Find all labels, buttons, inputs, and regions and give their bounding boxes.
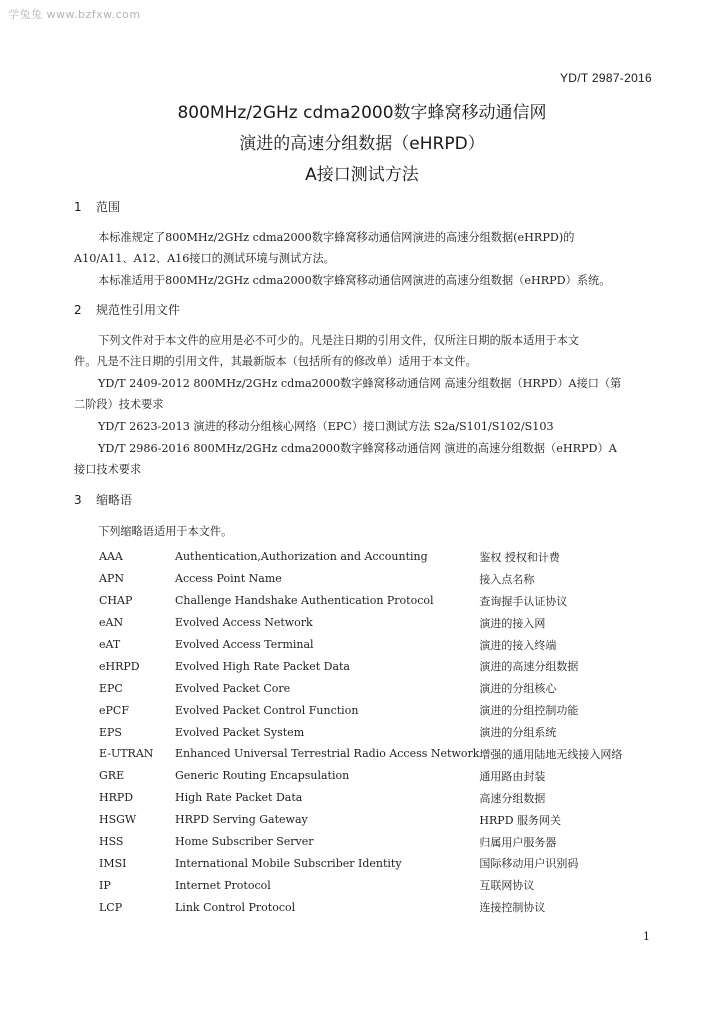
abbr-cell: eAN	[99, 616, 124, 630]
english-term-cell: Enhanced Universal Terrestrial Radio Access Network	[175, 747, 480, 761]
abbr-cell: EPC	[99, 681, 123, 695]
chinese-term-cell: 增强的通用陆地无线接入网络	[479, 747, 623, 761]
table-row	[99, 743, 659, 765]
chinese-term-cell: 演进的分组系统	[479, 726, 557, 740]
paragraph-line: 件。凡是不注日期的引用文件，其最新版本（包括所有的修改单）适用于本文件。	[74, 355, 477, 368]
english-term-cell: Evolved Packet Control Function	[175, 703, 359, 717]
table-row	[99, 634, 659, 656]
table-row	[99, 765, 659, 787]
table-row	[99, 831, 659, 853]
chinese-term-cell: 鉴权 授权和计费	[479, 550, 560, 564]
section-3-heading	[74, 492, 132, 508]
abbr-cell: E-UTRAN	[99, 747, 154, 761]
section-title: 规范性引用文件	[96, 303, 181, 317]
normative-reference-2	[74, 419, 650, 435]
table-row	[99, 568, 659, 590]
table-row	[99, 546, 659, 568]
chinese-term-cell: HRPD 服务网关	[479, 813, 562, 827]
abbr-cell: APN	[99, 572, 124, 586]
abbr-cell: CHAP	[99, 594, 133, 608]
abbr-cell: HSS	[99, 835, 124, 849]
watermark-text: 学兔兔 www.bzfxw.com	[8, 8, 141, 21]
reference-line: 接口技术要求	[74, 463, 142, 476]
abbreviation-table	[99, 546, 659, 918]
reference-line: YD/T 2623-2013 演进的移动分组核心网络（EPC）接口测试方法 S2a/S101/S102/S103	[98, 420, 554, 433]
english-term-cell: Home Subscriber Server	[175, 835, 314, 849]
chinese-term-cell: 归属用户服务器	[479, 835, 557, 849]
standard-code: YD/T 2987-2016	[559, 71, 652, 85]
table-row	[99, 721, 659, 743]
english-term-cell: Link Control Protocol	[175, 900, 296, 914]
section-number: 1	[74, 200, 82, 214]
table-row	[99, 655, 659, 677]
abbr-cell: eHRPD	[99, 659, 140, 673]
table-row	[99, 590, 659, 612]
paragraph-line: 下列文件对于本文件的应用是必不可少的。凡是注日期的引用文件，仅所注日期的版本适用于本文	[98, 334, 580, 347]
english-term-cell: Evolved High Rate Packet Data	[175, 659, 350, 673]
chinese-term-cell: 连接控制协议	[479, 901, 546, 915]
abbr-cell: ePCF	[99, 703, 129, 717]
chinese-term-cell: 演进的接入终端	[479, 638, 557, 652]
chinese-term-cell: 互联网协议	[479, 879, 535, 893]
abbr-cell: LCP	[99, 900, 123, 914]
english-term-cell: Challenge Handshake Authentication Protocol	[175, 594, 434, 608]
section-2-intro	[74, 333, 650, 370]
table-row	[99, 677, 659, 699]
reference-line: YD/T 2409-2012 800MHz/2GHz cdma2000数字蜂窝移动通信网 高速分组数据（HRPD）A接口（第	[98, 377, 622, 390]
page-number: 1	[643, 930, 650, 943]
abbr-cell: IMSI	[99, 856, 127, 870]
table-row	[99, 852, 659, 874]
abbr-cell: GRE	[99, 769, 125, 783]
chinese-term-cell: 演进的分组控制功能	[479, 704, 579, 718]
abbr-cell: HSGW	[99, 813, 137, 827]
normative-reference-3	[74, 441, 650, 478]
english-term-cell: Access Point Name	[175, 572, 282, 586]
paragraph-line: A10/A11、A12、A16接口的测试环境与测试方法。	[74, 252, 335, 265]
english-term-cell: Evolved Access Network	[175, 616, 313, 630]
paragraph-line: 本标准适用于800MHz/2GHz cdma2000数字蜂窝移动通信网演进的高速分组数据（eHRPD）系统。	[98, 274, 611, 287]
table-row	[99, 699, 659, 721]
table-row	[99, 896, 659, 918]
abbr-cell: IP	[99, 878, 111, 892]
abbr-cell: EPS	[99, 725, 122, 739]
english-term-cell: Evolved Packet System	[175, 725, 305, 739]
document-title-line-1: 800MHz/2GHz cdma2000数字蜂窝移动通信网	[177, 103, 547, 123]
reference-line: YD/T 2986-2016 800MHz/2GHz cdma2000数字蜂窝移动通信网 演进的高速分组数据（eHRPD）A	[98, 442, 617, 455]
section-1-heading	[74, 199, 120, 215]
english-term-cell: Generic Routing Encapsulation	[175, 769, 350, 783]
reference-line: 二阶段）技术要求	[74, 398, 164, 411]
normative-reference-1	[74, 376, 650, 413]
table-row	[99, 874, 659, 896]
table-row	[99, 612, 659, 634]
chinese-term-cell: 通用路由封装	[479, 769, 546, 783]
english-term-cell: Internet Protocol	[175, 878, 271, 892]
chinese-term-cell: 演进的分组核心	[479, 682, 557, 696]
english-term-cell: International Mobile Subscriber Identity	[175, 856, 402, 870]
document-title-line-3: A接口测试方法	[305, 165, 419, 185]
english-term-cell: HRPD Serving Gateway	[175, 813, 308, 827]
table-row	[99, 787, 659, 809]
abbr-cell: HRPD	[99, 791, 134, 805]
paragraph-line: 本标准规定了800MHz/2GHz cdma2000数字蜂窝移动通信网演进的高速分组数据(eHRPD)的	[98, 231, 575, 244]
english-term-cell: Evolved Access Terminal	[175, 638, 314, 651]
paragraph-line: 下列缩略语适用于本文件。	[98, 525, 233, 538]
chinese-term-cell: 演进的高速分组数据	[479, 660, 579, 674]
chinese-term-cell: 接入点名称	[479, 572, 535, 586]
section-1-paragraph-2	[74, 273, 650, 289]
chinese-term-cell: 查询握手认证协议	[479, 594, 568, 608]
section-number: 3	[74, 493, 82, 507]
section-2-heading	[74, 302, 180, 318]
section-1-paragraph-1	[74, 230, 650, 267]
section-title: 缩略语	[96, 493, 133, 507]
section-number: 2	[74, 303, 82, 317]
chinese-term-cell: 国际移动用户识别码	[479, 857, 579, 871]
english-term-cell: Evolved Packet Core	[175, 681, 291, 695]
section-3-intro	[74, 524, 650, 540]
chinese-term-cell: 演进的接入网	[479, 616, 546, 630]
section-title: 范围	[96, 200, 121, 214]
abbr-cell: eAT	[99, 638, 121, 651]
abbr-cell: AAA	[99, 550, 123, 564]
table-row	[99, 809, 659, 831]
english-term-cell: High Rate Packet Data	[175, 791, 303, 805]
document-title-line-2: 演进的高速分组数据（eHRPD）	[239, 134, 485, 154]
english-term-cell: Authentication,Authorization and Accounting	[175, 550, 428, 564]
chinese-term-cell: 高速分组数据	[479, 791, 546, 805]
